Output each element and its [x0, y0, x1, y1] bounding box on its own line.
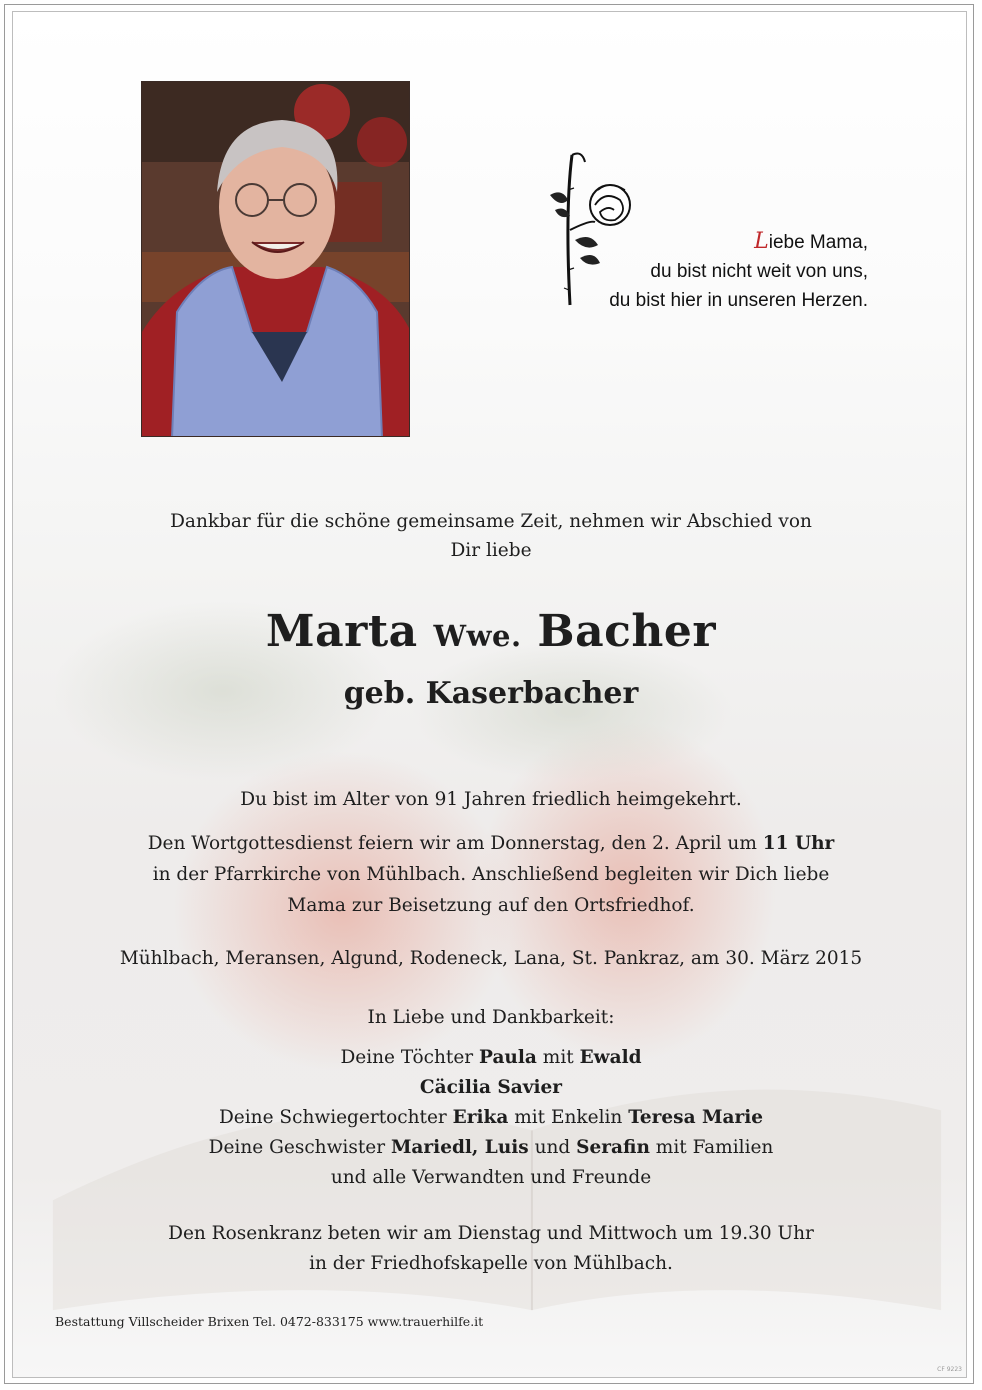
mourner-line-3 [0, 1103, 982, 1133]
m1d: Ewald [579, 1047, 642, 1068]
funeral-home-footer: Bestattung Villscheider Brixen Tel. 0472-833175 www.trauerhilfe.it [55, 1314, 484, 1329]
rosary-line-1: Den Rosenkranz beten wir am Dienstag und Mittwoch um 19.30 Uhr [168, 1223, 814, 1244]
service-line-1 [0, 828, 982, 859]
maiden-name: geb. Kaserbacher [343, 676, 639, 711]
intro-line-2: Dir liebe [450, 540, 532, 561]
m4d: Serafin [576, 1137, 650, 1158]
poem-line-1 [598, 227, 868, 257]
m3d: Teresa Marie [628, 1107, 764, 1128]
mourners-list [0, 1043, 982, 1193]
thanks-line: In Liebe und Dankbarkeit: [367, 1007, 615, 1028]
portrait-photo [141, 81, 410, 437]
intro-text [0, 507, 982, 565]
rosary-info [0, 1219, 982, 1279]
m3b: Erika [452, 1107, 509, 1128]
m1a: Deine Töchter [340, 1047, 480, 1068]
first-name: Marta [265, 606, 418, 657]
place-date: Mühlbach, Meransen, Algund, Rodeneck, Lana, St. Pankraz, am 30. März 2015 [119, 948, 863, 969]
mourner-line-1 [0, 1043, 982, 1073]
m4a: Deine Geschwister [208, 1137, 391, 1158]
poem-initial: L [754, 229, 769, 254]
poem-line-1-text: iebe Mama, [768, 232, 868, 253]
m4e: mit Familien [649, 1137, 774, 1158]
age-line: Du bist im Alter von 91 Jahren friedlich heimgekehrt. [240, 789, 742, 810]
widow-label: Wwe. [433, 619, 522, 653]
m4c: und [528, 1137, 577, 1158]
intro-line-1: Dankbar für die schöne gemeinsame Zeit, nehmen wir Abschied von [170, 511, 812, 532]
rosary-line-2: in der Friedhofskapelle von Mühlbach. [309, 1253, 673, 1274]
mourner-line-2 [0, 1073, 982, 1103]
poem-line-2: du bist nicht weit von uns, [650, 261, 868, 282]
service-text-a: Den Wortgottesdienst feiern wir am Donnerstag, den 2. April um [147, 833, 763, 854]
m2: Cäcilia Savier [419, 1077, 563, 1098]
deceased-name [0, 606, 982, 657]
m1b: Paula [479, 1047, 537, 1068]
m4b: Mariedl, Luis [390, 1137, 529, 1158]
m3c: mit Enkelin [508, 1107, 629, 1128]
service-time: 11 Uhr [762, 833, 835, 854]
m3a: Deine Schwiegertochter [218, 1107, 453, 1128]
last-name: Bacher [537, 606, 717, 657]
mourner-line-4 [0, 1133, 982, 1163]
poem [598, 227, 868, 315]
portrait-illustration [142, 82, 410, 437]
service-line-3: Mama zur Beisetzung auf den Ortsfriedhof. [287, 895, 695, 916]
mourner-line-5: und alle Verwandten und Freunde [330, 1167, 652, 1188]
m1c: mit [536, 1047, 580, 1068]
poem-line-3: du bist hier in unseren Herzen. [609, 290, 868, 311]
document-code: CF 9223 [937, 1366, 962, 1373]
service-info [0, 828, 982, 921]
service-line-2: in der Pfarrkirche von Mühlbach. Anschließend begleiten wir Dich liebe [152, 864, 830, 885]
